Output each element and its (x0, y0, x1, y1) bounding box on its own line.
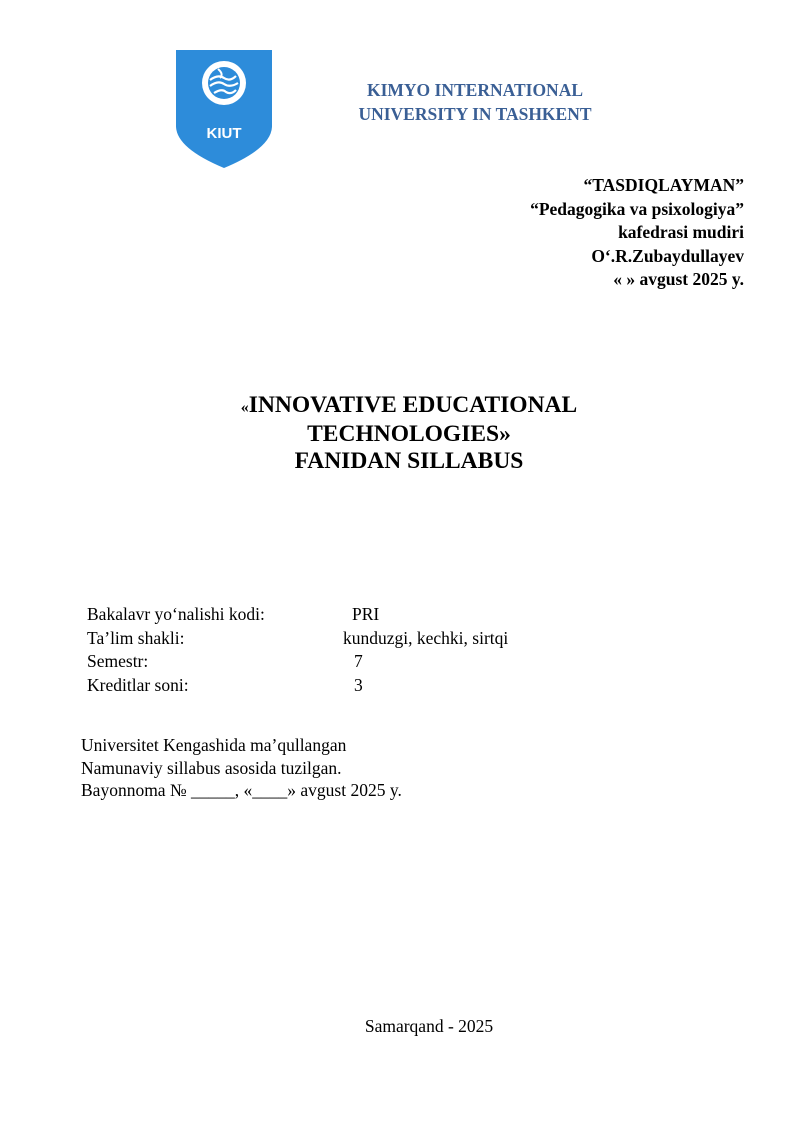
globe-icon (208, 67, 240, 99)
logo-text: KIUT (206, 125, 242, 142)
university-name-line1: KIMYO INTERNATIONAL (366, 80, 583, 100)
approval-name: O‘.R.Zubaydullayev (591, 245, 744, 266)
council-line2: Namunaviy sillabus asosida tuzilgan. (81, 757, 342, 778)
approval-date: « » avgust 2025 y. (613, 269, 744, 289)
university-name (300, 78, 650, 126)
document-title (0, 392, 800, 475)
title-line1: INNOVATIVE EDUCATIONAL (248, 392, 578, 418)
info-value: 7 (354, 651, 363, 671)
approval-position: kafedrasi mudiri (618, 222, 744, 242)
university-name-line2: UNIVERSITY IN TASHKENT (358, 104, 592, 124)
info-label: Ta’lim shakli: (87, 627, 185, 648)
council-line3: Bayonnoma № _____, «____» avgust 2025 y. (81, 780, 402, 800)
info-label: Bakalavr yo‘nalishi kodi: (87, 604, 265, 624)
info-value: kunduzgi, kechki, sirtqi (343, 627, 509, 648)
info-label: Semestr: (87, 651, 149, 671)
approval-heading: “TASDIQLAYMAN” (583, 175, 744, 195)
info-label: Kreditlar soni: (87, 674, 189, 695)
approval-block (530, 174, 744, 292)
university-logo (174, 48, 274, 170)
info-value: 3 (354, 674, 363, 695)
approval-department: “Pedagogika va psixologiya” (530, 198, 744, 219)
info-value: PRI (352, 604, 380, 624)
council-line1: Universitet Kengashida ma’qullangan (81, 735, 347, 755)
title-open-quote: « (240, 399, 249, 416)
council-approval (81, 734, 402, 802)
footer-place-year: Samarqand - 2025 (364, 1016, 494, 1036)
title-line2: TECHNOLOGIES» (307, 421, 511, 447)
title-line3: FANIDAN SILLABUS (294, 448, 524, 474)
